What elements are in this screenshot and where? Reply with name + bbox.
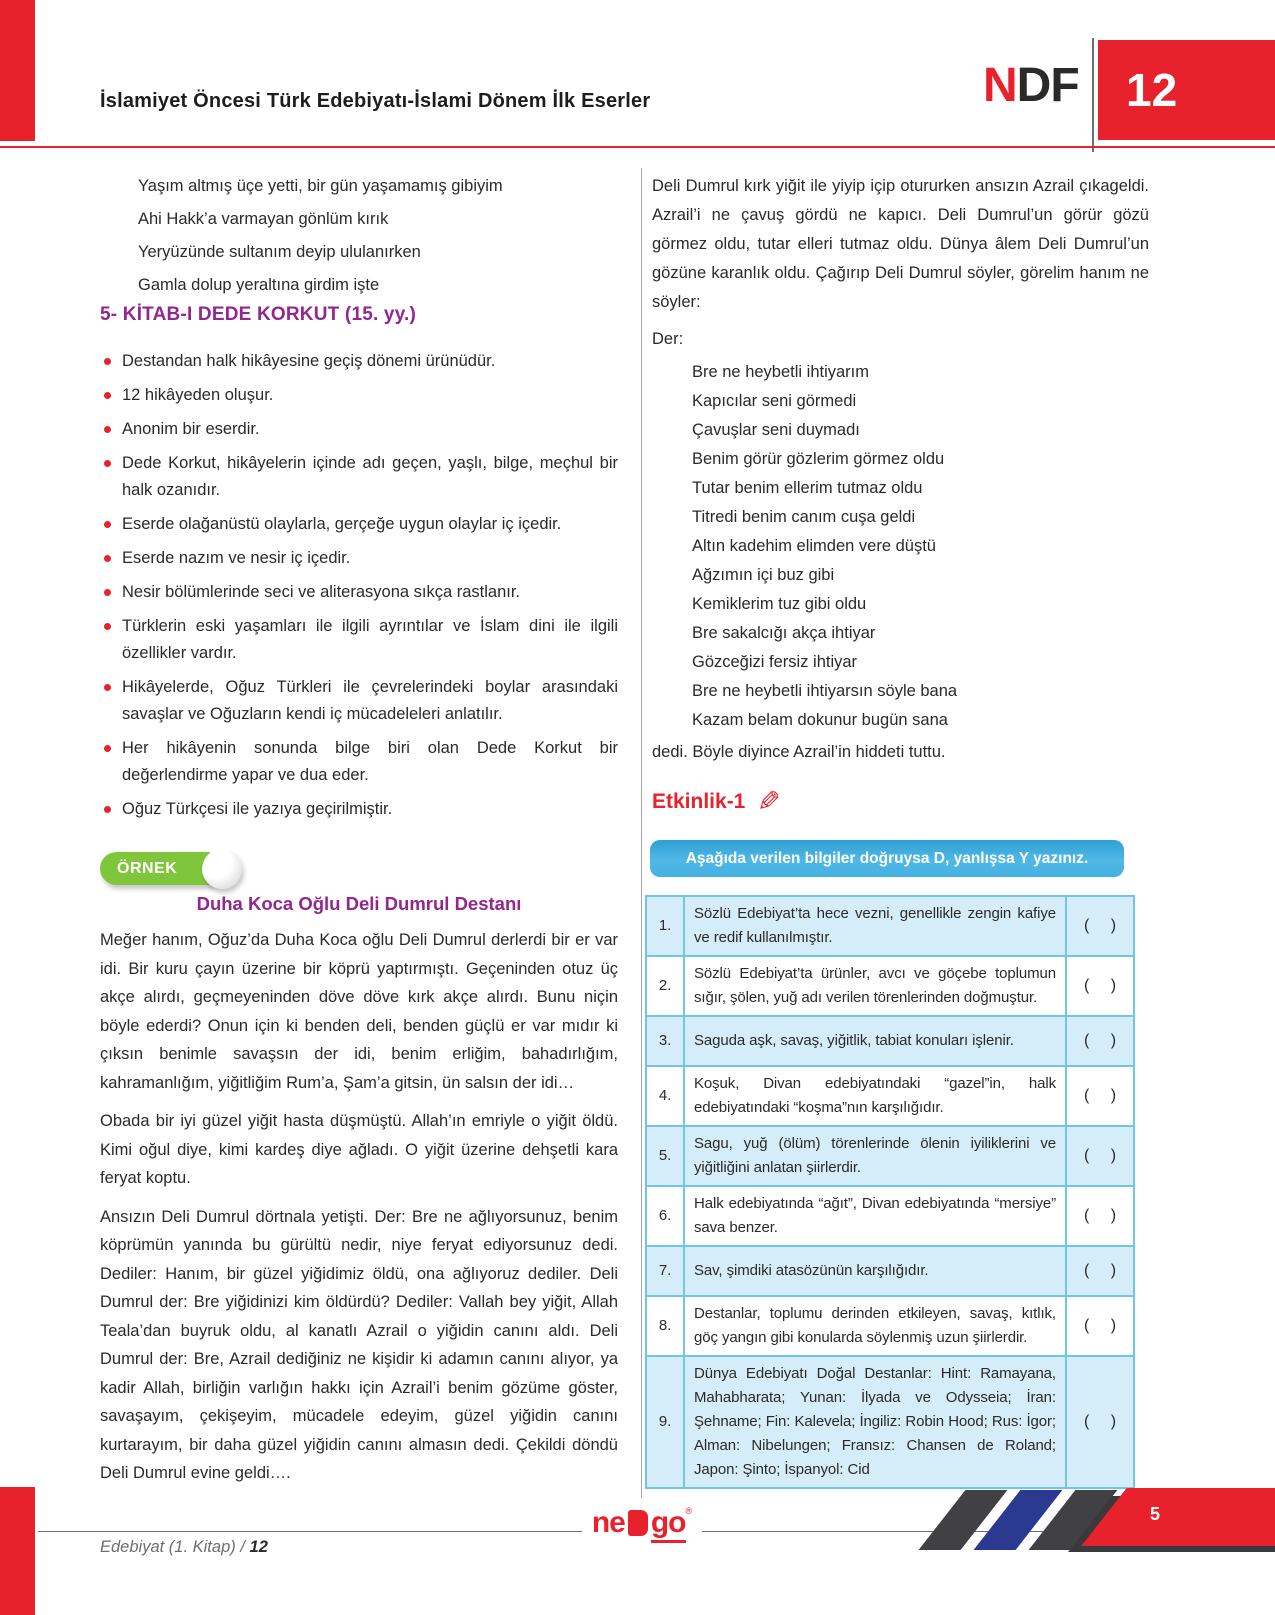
- paren-open: (: [1084, 977, 1090, 994]
- bullet-icon: [104, 623, 111, 630]
- bullet-icon: [104, 358, 111, 365]
- table-row: [646, 1356, 1134, 1488]
- list-item: [100, 674, 618, 728]
- poem-line: Yaşım altmış üçe yetti, bir gün yaşamamış gibiyim: [138, 177, 503, 195]
- registered-mark-icon: ®: [685, 1506, 693, 1516]
- list-item: [100, 545, 618, 572]
- list-item: [100, 735, 618, 789]
- footer-book-title: Edebiyat (1. Kitap) /: [100, 1538, 245, 1556]
- table-row: [646, 956, 1134, 1016]
- list-item-text: Oğuz Türkçesi ile yazıya geçirilmiştir.: [122, 800, 393, 818]
- paren-close: ): [1110, 1087, 1116, 1104]
- list-item-text: Hikâyelerde, Oğuz Türkleri ile çevrelerindeki boylar arasındaki savaşlar ve Oğuzların kendi iç mücadeleleri anlatılır.: [122, 678, 618, 723]
- list-item: [100, 416, 618, 443]
- poem-line: Kazam belam dokunur bugün sana: [692, 711, 948, 729]
- paren-open: (: [1084, 1147, 1090, 1164]
- poem-line: Bre ne heybetli ihtiyarım: [692, 363, 869, 381]
- list-item-text: Dede Korkut, hikâyelerin içinde adı geçen, yaşlı, bilge, meçhul bir halk ozanıdır.: [122, 454, 618, 499]
- paren-close: ): [1110, 1032, 1116, 1049]
- paren-open: (: [1084, 1087, 1090, 1104]
- nego-logo-go: go: [651, 1506, 686, 1543]
- paren-open: (: [1084, 1032, 1090, 1049]
- ndf-logo: [983, 58, 1079, 113]
- poem-line: Tutar benim ellerim tutmaz oldu: [692, 479, 923, 497]
- answer-blank[interactable]: [1066, 1126, 1134, 1186]
- row-number: 4.: [646, 1066, 684, 1126]
- poem-line: Altın kadehim elimden vere düştü: [692, 537, 936, 555]
- list-item: [100, 613, 618, 667]
- bullet-icon: [104, 460, 111, 467]
- poem-line: Yeryüzünde sultanım deyip ululanırken: [138, 243, 421, 261]
- poem-line: Benim görür gözlerim görmez oldu: [692, 450, 945, 468]
- answer-blank[interactable]: [1066, 1016, 1134, 1066]
- instruction-banner: Aşağıda verilen bilgiler doğruysa D, yanlışsa Y yazınız.: [650, 840, 1124, 877]
- row-number: 9.: [646, 1356, 684, 1488]
- paren-open: (: [1084, 917, 1090, 934]
- row-statement: Saguda aşk, savaş, yiğitlik, tabiat konuları işlenir.: [684, 1016, 1066, 1066]
- answer-blank[interactable]: [1066, 1296, 1134, 1356]
- row-statement: Koşuk, Divan edebiyatındaki “gazel”in, halk edebiyatındaki “koşma”nın karşılığıdır.: [684, 1066, 1066, 1126]
- row-number: 8.: [646, 1296, 684, 1356]
- list-item-text: Destandan halk hikâyesine geçiş dönemi ürünüdür.: [122, 352, 496, 370]
- paren-close: ): [1110, 1317, 1116, 1334]
- paren-close: ): [1110, 1413, 1116, 1430]
- list-item: [100, 511, 618, 538]
- story-paragraphs: [100, 926, 618, 1498]
- list-item: [100, 796, 618, 823]
- nego-logo-ne: ne: [591, 1506, 625, 1539]
- page-number: 5: [1149, 1504, 1160, 1524]
- paren-close: ): [1110, 1147, 1116, 1164]
- header-rule: [0, 146, 1275, 148]
- ndf-logo-df: DF: [1016, 59, 1079, 112]
- paren-close: ): [1110, 1207, 1116, 1224]
- row-number: 5.: [646, 1126, 684, 1186]
- poem-line: Bre ne heybetli ihtiyarsın söyle bana: [692, 682, 958, 700]
- dede-korkut-bullet-list: [100, 348, 618, 830]
- book-icon: [628, 1510, 648, 1536]
- poem-line: Gözceğizi fersiz ihtiyar: [692, 653, 858, 671]
- row-number: 2.: [646, 956, 684, 1016]
- paren-open: (: [1084, 1262, 1090, 1279]
- footer-book-number: 12: [249, 1538, 268, 1556]
- row-statement: Sözlü Edebiyat’ta ürünler, avcı ve göçebe toplumun sığır, şölen, yuğ adı verilen törenlerinden doğmuştur.: [684, 956, 1066, 1016]
- poem-bre-ne-heybetli: [692, 358, 1149, 735]
- bullet-icon: [104, 426, 111, 433]
- story-paragraph: Ansızın Deli Dumrul dörtnala yetişti. Der: Bre ne ağlıyorsunuz, benim köprümün yanında bu gürültü nedir, niye feryat ediyorsunuz dedi. Dediler: Hanım, bir güzel yiğidimiz öldü, ona ağlıyoruz dediler. Deli Dumrul der: Bre yiğidinizi kim öldürdü? Dediler: Vallah bey yiğit, Allah Teala’dan buyruk oldu, al kanatlı Azrail o yiğidin canını aldı. Deli Dumrul der: Bre, Azrail dediğiniz ne kişidir ki adamın canını alıyor, ya kadir Allah, birliğin varlığın hakkı için Azrail’i benim gözüme göster, savaşayım, çekişeyim, mücadele edeyim, güzel yiğidin canını kurtarayım, bir daha güzel yiğidin canını almasın dedi. Çekildi döndü Deli Dumrul evine geldi….: [100, 1207, 618, 1482]
- answer-blank[interactable]: [1066, 1066, 1134, 1126]
- red-corner-bottom: [0, 1487, 35, 1615]
- list-item-text: 12 hikâyeden oluşur.: [122, 386, 274, 404]
- true-false-table: [645, 895, 1135, 1489]
- table-row: [646, 1016, 1134, 1066]
- footer-book-label: [100, 1538, 268, 1557]
- poem-line: Gamla dolup yeraltına girdim işte: [138, 276, 380, 294]
- grade-badge: [1098, 40, 1275, 140]
- poem-line: Kemiklerim tuz gibi oldu: [692, 595, 867, 613]
- column-divider: [641, 168, 642, 1518]
- story-paragraph: Obada bir iyi güzel yiğit hasta düşmüştü. Allah’ın emriyle o yiğit öldü. Kimi oğul diye, kimi kardeş diye ağladı. O yiğit üzerine dehşetli kara feryat koptu.: [100, 1112, 618, 1187]
- answer-blank[interactable]: [1066, 1186, 1134, 1246]
- row-number: 1.: [646, 896, 684, 956]
- table-row: [646, 1066, 1134, 1126]
- list-item: [100, 382, 618, 409]
- bullet-icon: [104, 745, 111, 752]
- poem-line: Çavuşlar seni duymadı: [692, 421, 860, 439]
- answer-blank[interactable]: [1066, 1356, 1134, 1488]
- table-row: [646, 1186, 1134, 1246]
- paren-open: (: [1084, 1413, 1090, 1430]
- bullet-icon: [104, 806, 111, 813]
- row-statement: Destanlar, toplumu derinden etkileyen, savaş, kıtlık, göç yangın gibi konularda söylenmiş uzun şiirlerdir.: [684, 1296, 1066, 1356]
- poem-line: Ahi Hakk’a varmayan gönlüm kırık: [138, 210, 389, 228]
- row-statement: Sözlü Edebiyat’ta hece vezni, genellikle zengin kafiye ve redif kullanılmıştır.: [684, 896, 1066, 956]
- list-item: [100, 450, 618, 504]
- bullet-icon: [104, 589, 111, 596]
- list-item-text: Anonim bir eserdir.: [122, 420, 260, 438]
- ornek-badge: [100, 852, 224, 885]
- list-item-text: Türklerin eski yaşamları ile ilgili ayrıntılar ve İslam dini ile ilgili özellikler vardır.: [122, 617, 618, 662]
- story-continuation: [652, 172, 1149, 767]
- list-item-text: Eserde nazım ve nesir iç içedir.: [122, 549, 351, 567]
- list-item-text: Her hikâyenin sonunda bilge biri olan Dede Korkut bir değerlendirme yapar ve dua eder.: [122, 739, 618, 784]
- list-item: [100, 579, 618, 606]
- paren-close: ): [1110, 917, 1116, 934]
- answer-blank[interactable]: [1066, 896, 1134, 956]
- bullet-icon: [104, 684, 111, 691]
- table-row: [646, 1296, 1134, 1356]
- paren-close: ): [1110, 977, 1116, 994]
- answer-blank[interactable]: [1066, 1246, 1134, 1296]
- row-number: 3.: [646, 1016, 684, 1066]
- answer-blank[interactable]: [1066, 956, 1134, 1016]
- list-item-text: Eserde olağanüstü olaylarla, gerçeğe uygun olaylar iç içedir.: [122, 515, 562, 533]
- story-paragraph: Meğer hanım, Oğuz’da Duha Koca oğlu Deli Dumrul derlerdi bir er var idi. Bir kuru çayın üzerine bir köprü yaptırmıştı. Geçeninden otuz üç akçe alırdı, geçmeyeninden döve döve kırk akçe alırdı. Bunu niçin böyle ederdi? Onun için ki benden deli, benden güçlü er var mıdır ki çıksın benimle savaşsın der idi, benim erliğim, bahadırlığım, kahramanlığım, yiğitliğim Rum’a, Şam’a gitsin, ün salsın der idi…: [100, 931, 618, 1092]
- story-closing-line: dedi. Böyle diyince Azrail’in hiddeti tuttu.: [652, 743, 946, 761]
- page-title: İslamiyet Öncesi Türk Edebiyatı-İslami Dönem İlk Eserler: [100, 90, 651, 112]
- row-statement: Dünya Edebiyatı Doğal Destanlar: Hint: Ramayana, Mahabharata; Yunan: İlyada ve Odysseia; İran: Şehname; Fin: Kalevela; İngiliz: Robin Hood; Rus: İgor; Alman: Nibelungen; Fransız: Chansen de Roland; Japon: Şinto; İspanyol: Cid: [684, 1356, 1066, 1488]
- story-title: Duha Koca Oğlu Deli Dumrul Destanı: [196, 893, 522, 914]
- poem-line: Bre sakalcığı akça ihtiyar: [692, 624, 876, 642]
- bullet-icon: [104, 521, 111, 528]
- table-row: [646, 1126, 1134, 1186]
- poem-line: Ağzımın içi buz gibi: [692, 566, 835, 584]
- toggle-knob-icon: [202, 849, 242, 889]
- row-statement: Sav, şimdiki atasözünün karşılığıdır.: [684, 1246, 1066, 1296]
- poem-line: Kapıcılar seni görmedi: [692, 392, 857, 410]
- grade-number: 12: [1126, 64, 1178, 116]
- bullet-icon: [104, 555, 111, 562]
- list-item-text: Nesir bölümlerinde seci ve aliterasyona sıkça rastlanır.: [122, 583, 521, 601]
- ndf-divider-line: [1092, 38, 1094, 152]
- activity-heading-label: Etkinlik-1: [652, 790, 746, 813]
- paren-open: (: [1084, 1317, 1090, 1334]
- ornek-badge-label: ÖRNEK: [117, 860, 178, 877]
- pencil-icon: ✎: [757, 786, 781, 817]
- nego-logo: [582, 1498, 702, 1556]
- row-statement: Halk edebiyatında “ağıt”, Divan edebiyatında “mersiye” sava benzer.: [684, 1186, 1066, 1246]
- red-corner-top: [0, 0, 35, 141]
- row-number: 7.: [646, 1246, 684, 1296]
- poem-yasim-altmis: [138, 170, 503, 302]
- row-statement: Sagu, yuğ (ölüm) törenlerinde ölenin iyiliklerini ve yiğitliğini anlatan şiirlerdir.: [684, 1126, 1066, 1186]
- section-heading-dede-korkut: 5- KİTAB-I DEDE KORKUT (15. yy.): [100, 304, 417, 325]
- paren-close: ): [1110, 1262, 1116, 1279]
- list-item: [100, 348, 618, 375]
- row-number: 6.: [646, 1186, 684, 1246]
- table-row: [646, 1246, 1134, 1296]
- der-label: Der:: [652, 330, 684, 348]
- paren-open: (: [1084, 1207, 1090, 1224]
- table-row: [646, 896, 1134, 956]
- ndf-logo-n: N: [983, 59, 1017, 112]
- activity-heading: [652, 782, 781, 815]
- poem-line: Titredi benim canım cuşa geldi: [692, 508, 916, 526]
- story-paragraph: Deli Dumrul kırk yiğit ile yiyip içip otururken ansızın Azrail çıkageldi. Azrail’i ne çavuş gördü ne kapıcı. Deli Dumrul’un görür gözü görmez oldu, tutar elleri tutmaz oldu. Dünya âlem Deli Dumrul’un gözüne karanlık oldu. Çağırıp Deli Dumrul söyler, görelim hanım ne söyler:: [652, 177, 1149, 311]
- bullet-icon: [104, 392, 111, 399]
